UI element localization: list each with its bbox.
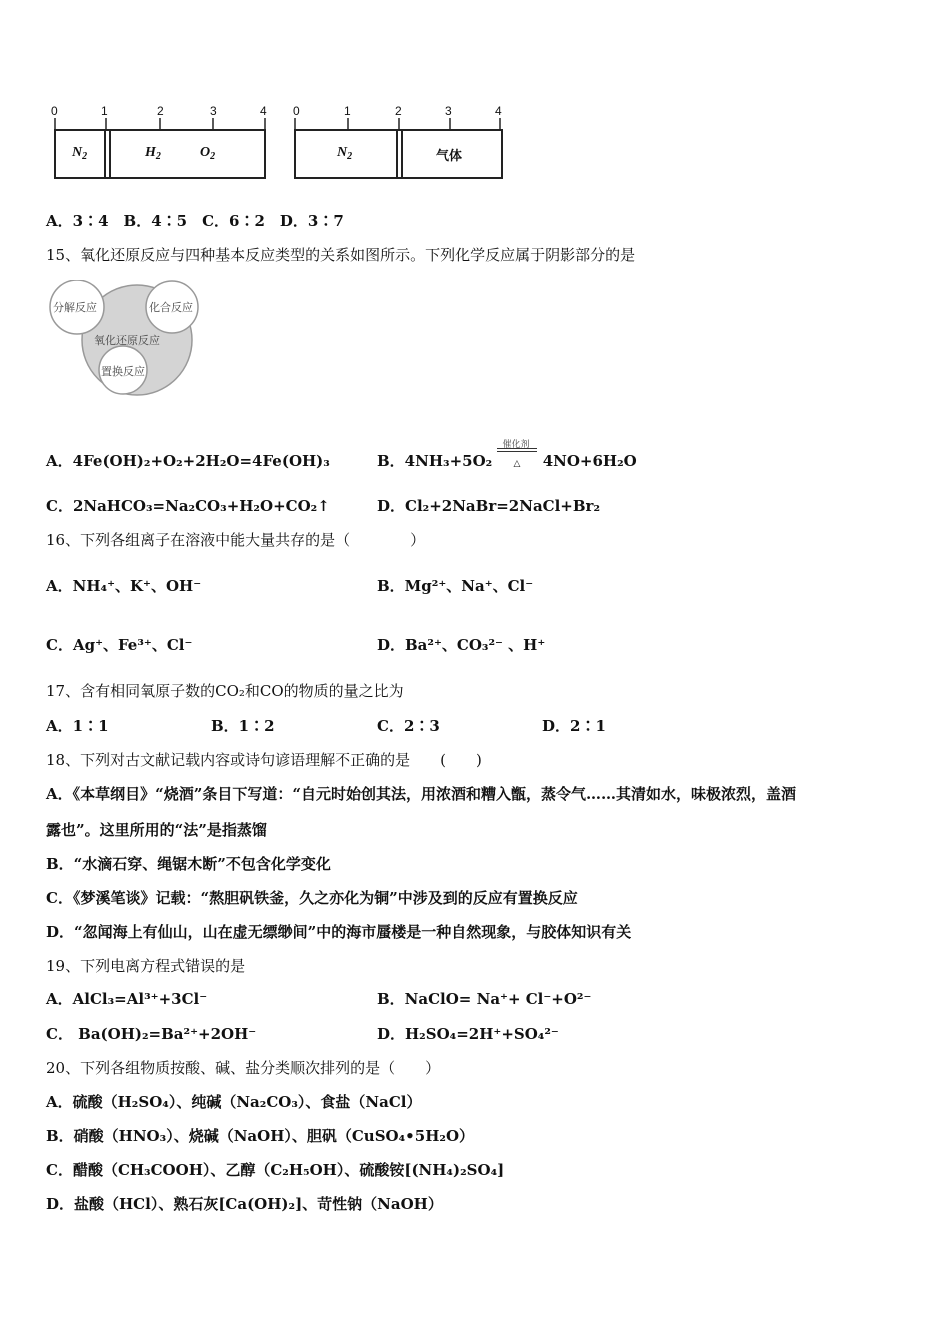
tick-label: 4 — [495, 104, 502, 118]
label-o2: $O_2$ — [200, 145, 216, 162]
q19-option-c: C． Ba(OH)₂=Ba²⁺+2OH⁻ — [46, 1025, 257, 1043]
venn-decomposition: 分解反应 — [53, 301, 97, 314]
venn-combination: 化合反应 — [149, 301, 193, 314]
q17-option-c: C．2∶3 — [377, 717, 440, 735]
q15-option-b: B．4NH₃+5O₂ 催化剂 △ 4NO+6H₂O — [377, 451, 637, 472]
venn-replacement: 置换反应 — [101, 365, 145, 378]
catalyst-label: 催化剂 — [502, 440, 530, 450]
heat-symbol: △ — [513, 459, 521, 469]
q14-options: A．3∶4 B．4∶5 C．6∶2 D．3∶7 — [46, 212, 344, 230]
q17-option-b: B．1∶2 — [211, 717, 275, 735]
tick-label: 0 — [51, 104, 58, 118]
q16-option-d: D．Ba²⁺、CO₃²⁻ 、H⁺ — [377, 636, 546, 654]
q18-option-d: D．“忽闻海上有仙山，山在虚无缥缈间”中的海市蜃楼是一种自然现象，与胶体知识有关 — [46, 923, 632, 941]
tick-label: 1 — [344, 104, 351, 118]
q19-option-a: A．AlCl₃=Al³⁺+3Cl⁻ — [46, 990, 208, 1008]
q19-option-d: D．H₂SO₄=2H⁺+SO₄²⁻ — [377, 1025, 559, 1043]
q18-stem: 18、下列对古文献记载内容或诗句谚语理解不正确的是 ( ) — [46, 751, 482, 769]
tick-label: 4 — [260, 104, 267, 118]
q19-option-b: B．NaClO= Na⁺+ Cl⁻+O²⁻ — [377, 990, 592, 1008]
q20-option-b: B．硝酸（HNO₃）、烧碱（NaOH）、胆矾（CuSO₄•5H₂O） — [46, 1127, 475, 1145]
catalyst-arrow — [497, 440, 537, 472]
q17-stem: 17、含有相同氧原子数的CO₂和CO的物质的量之比为 — [46, 682, 404, 700]
q20-option-a: A．硫酸（H₂SO₄）、纯碱（Na₂CO₃）、食盐（NaCl） — [46, 1093, 422, 1111]
q17-option-d: D．2∶1 — [542, 717, 606, 735]
label-n2-right: $N_2$ — [337, 145, 353, 162]
q15-stem: 15、氧化还原反应与四种基本反应类型的关系如图所示。下列化学反应属于阴影部分的是 — [46, 246, 636, 264]
q20-option-c: C．醋酸（CH₃COOH）、乙醇（C₂H₅OH）、硫酸铵[(NH₄)₂SO₄] — [46, 1161, 505, 1179]
q18-option-b: B．“水滴石穿、绳锯木断”不包含化学变化 — [46, 855, 331, 873]
q15-option-a: A．4Fe(OH)₂+O₂+2H₂O=4Fe(OH)₃ — [46, 452, 330, 470]
tick-label: 1 — [101, 104, 108, 118]
q18-option-a-line1: A．《本草纲目》“烧酒”条目下写道：“自元时始创其法，用浓酒和糟入甑，蒸令气……其清如水，味极浓烈，盖酒 — [46, 785, 797, 803]
q16-stem: 16、下列各组离子在溶液中能大量共存的是（ ） — [46, 531, 426, 549]
label-gas: 气体 — [436, 149, 463, 164]
tick-label: 0 — [293, 104, 300, 118]
q18-option-c: C．《梦溪笔谈》记载：“熬胆矾铁釜，久之亦化为铜”中涉及到的反应有置换反应 — [46, 889, 578, 907]
label-h2: $H_2$ — [145, 145, 161, 162]
tick-label: 2 — [395, 104, 402, 118]
venn-diagram — [45, 280, 205, 400]
venn-redox: 氧化还原反应 — [94, 334, 160, 347]
tick-label: 3 — [445, 104, 452, 118]
q16-option-a: A．NH₄⁺、K⁺、OH⁻ — [46, 577, 202, 595]
q19-stem: 19、下列电离方程式错误的是 — [46, 957, 246, 975]
q18-option-a-line2: 露也”。这里所用的“法”是指蒸馏 — [46, 821, 267, 839]
q16-option-b: B．Mg²⁺、Na⁺、Cl⁻ — [377, 577, 534, 595]
right-container-svg — [290, 118, 508, 182]
q15-option-d: D．Cl₂+2NaBr=2NaCl+Br₂ — [377, 497, 601, 515]
q15-option-c: C．2NaHCO₃=Na₂CO₃+H₂O+CO₂↑ — [46, 497, 330, 515]
tick-label: 2 — [157, 104, 164, 118]
q17-option-a: A．1∶1 — [46, 717, 109, 735]
q16-option-c: C．Ag⁺、Fe³⁺、Cl⁻ — [46, 636, 193, 654]
q20-option-d: D．盐酸（HCl）、熟石灰[Ca(OH)₂]、苛性钠（NaOH） — [46, 1195, 443, 1213]
q20-stem: 20、下列各组物质按酸、碱、盐分类顺次排列的是（ ） — [46, 1059, 441, 1077]
tick-label: 3 — [210, 104, 217, 118]
label-n2: $N_2$ — [72, 145, 88, 162]
